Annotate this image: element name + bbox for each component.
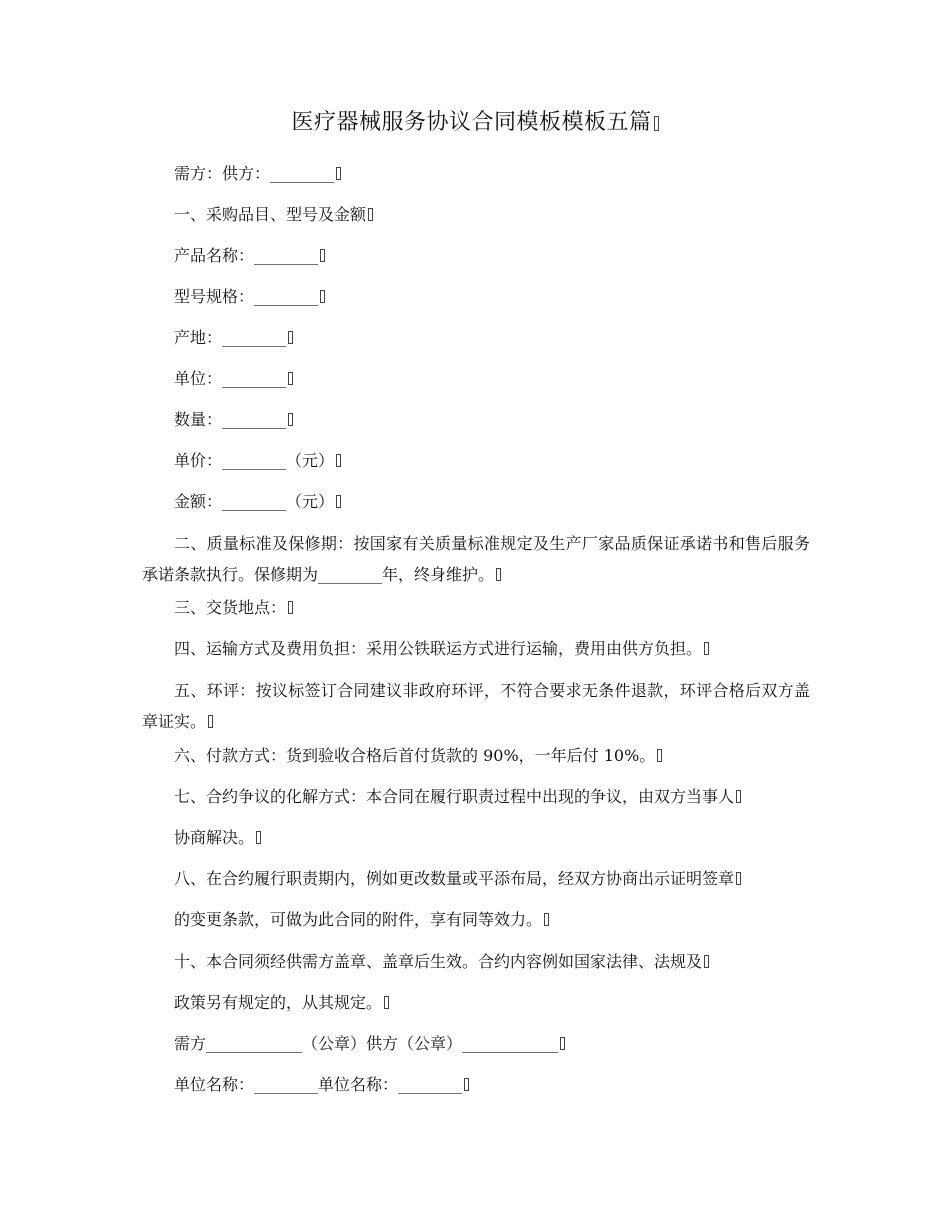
dispute-resolution-continued: 协商解决。 bbox=[174, 826, 261, 850]
unit-name-line: 单位名称：________单位名称：________ bbox=[174, 1073, 469, 1097]
effectiveness-continued: 政策另有规定的，从其规定。 bbox=[174, 991, 389, 1015]
section-1-heading: 一、采购品目、型号及金额 bbox=[174, 203, 373, 227]
transport-cost-line: 四、运输方式及费用负担：采用公铁联运方式进行运输，费用由供方负担。 bbox=[174, 637, 709, 661]
paragraph-mark-icon bbox=[736, 790, 741, 803]
paragraph-mark-icon bbox=[288, 601, 293, 614]
paragraph-mark-icon bbox=[464, 1078, 469, 1091]
paragraph-mark-icon bbox=[288, 413, 293, 426]
effectiveness-line: 十、本合同须经供需方盖章、盖章后生效。合约内容例如国家法律、法规及 bbox=[174, 950, 709, 974]
model-spec-line: 型号规格：________ bbox=[174, 285, 325, 309]
amendment-line: 八、在合约履行职责期内，例如更改数量或平添布局，经双方协商出示证明签章 bbox=[174, 867, 741, 891]
origin-line: 产地：________ bbox=[174, 326, 293, 350]
paragraph-mark-icon bbox=[496, 568, 501, 581]
amount-line: 金额：________（元） bbox=[174, 490, 341, 514]
quantity-line: 数量：________ bbox=[174, 408, 293, 432]
amendment-continued: 的变更条款，可做为此合同的附件，享有同等效力。 bbox=[174, 908, 549, 932]
paragraph-mark-icon bbox=[320, 249, 325, 262]
paragraph-mark-icon bbox=[544, 913, 549, 926]
paragraph-mark-icon bbox=[384, 996, 389, 1009]
paragraph-mark-icon bbox=[336, 454, 341, 467]
paragraph-mark-icon bbox=[336, 495, 341, 508]
product-name-line: 产品名称：________ bbox=[174, 244, 325, 268]
paragraph-mark-icon bbox=[336, 167, 341, 180]
document-title: 医疗器械服务协议合同模板模板五篇 bbox=[0, 108, 950, 138]
paragraph-mark-icon bbox=[256, 831, 261, 844]
unit-line: 单位：________ bbox=[174, 367, 293, 391]
environmental-assessment-paragraph: 五、环评：按议标签订合同建议非政府环评，不符合要求无条件退款，环评合格后双方盖章证实。 bbox=[142, 681, 810, 731]
paragraph-mark-icon bbox=[560, 1037, 565, 1050]
paragraph-mark-icon bbox=[704, 955, 709, 968]
paragraph-mark-icon bbox=[704, 642, 709, 655]
quality-warranty-paragraph: 二、质量标准及保修期：按国家有关质量标准规定及生产厂家品质保证承诺书和售后服务承诺条款执行。保修期为________年，终身维护。 bbox=[142, 534, 810, 584]
paragraph-mark-icon bbox=[288, 331, 293, 344]
paragraph-mark-icon bbox=[657, 749, 662, 762]
paragraph-mark-icon bbox=[654, 116, 659, 131]
paragraph-mark-icon bbox=[368, 208, 373, 221]
paragraph-mark-icon bbox=[288, 372, 293, 385]
paragraph-mark-icon bbox=[208, 715, 213, 728]
paragraph-mark-icon bbox=[736, 872, 741, 885]
payment-terms-line: 六、付款方式：货到验收合格后首付货款的 90%，一年后付 10%。 bbox=[174, 744, 662, 768]
paragraph-mark-icon bbox=[320, 290, 325, 303]
unit-price-line: 单价：________（元） bbox=[174, 449, 341, 473]
delivery-location-line: 三、交货地点： bbox=[174, 596, 293, 620]
signature-line: 需方____________（公章）供方（公章）____________ bbox=[174, 1032, 565, 1056]
dispute-resolution-line: 七、合约争议的化解方式：本合同在履行职责过程中出现的争议，由双方当事人 bbox=[174, 785, 741, 809]
parties-line: 需方：供方：________ bbox=[174, 162, 341, 186]
